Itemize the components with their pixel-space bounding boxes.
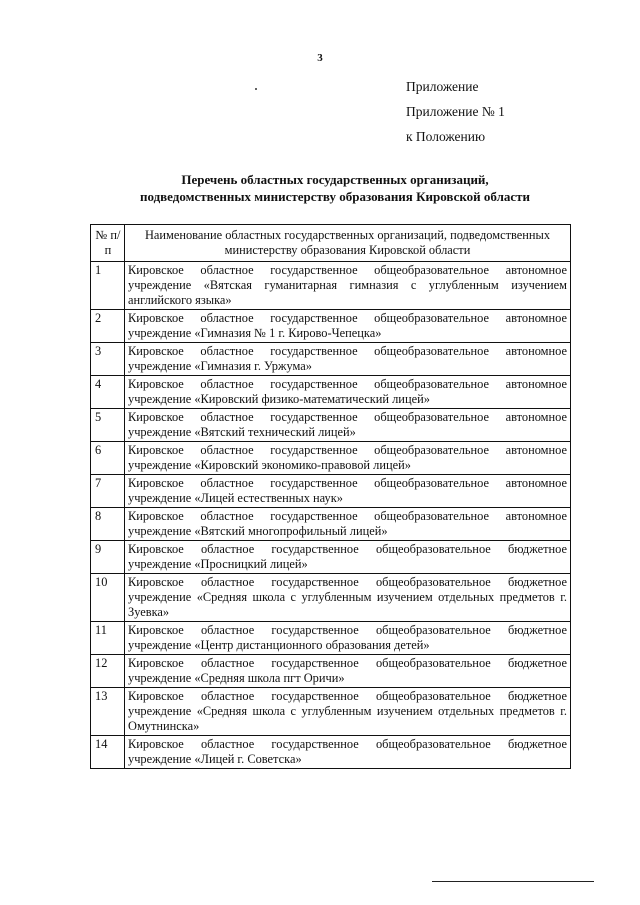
table-row bbox=[91, 688, 571, 736]
table-row bbox=[91, 310, 571, 343]
table-row bbox=[91, 409, 571, 442]
table-body bbox=[91, 262, 571, 769]
table-row bbox=[91, 736, 571, 769]
row-number: 3 bbox=[91, 343, 125, 376]
title-line-2: подведомственных министерству образования Кировской области bbox=[139, 189, 531, 204]
organization-name: Кировское областное государственное общеобразовательное бюджетное учреждение «Средняя школа с углубленным изучением отдельных предметов г. Омутнинска» bbox=[125, 688, 571, 736]
appendix-header bbox=[406, 74, 505, 149]
organization-name: Кировское областное государственное общеобразовательное автономное учреждение «Вятский многопрофильный лицей» bbox=[125, 508, 571, 541]
table-row bbox=[91, 376, 571, 409]
table-row bbox=[91, 508, 571, 541]
page-number: 3 bbox=[317, 52, 323, 64]
row-number: 5 bbox=[91, 409, 125, 442]
organization-name: Кировское областное государственное общеобразовательное автономное учреждение «Вятская гуманитарная гимназия с углубленным изучением английского языка» bbox=[125, 262, 571, 310]
organization-name: Кировское областное государственное общеобразовательное автономное учреждение «Вятский технический лицей» bbox=[125, 409, 571, 442]
row-number: 1 bbox=[91, 262, 125, 310]
row-number: 14 bbox=[91, 736, 125, 769]
table-row bbox=[91, 541, 571, 574]
table-row bbox=[91, 442, 571, 475]
row-number: 9 bbox=[91, 541, 125, 574]
row-number: 2 bbox=[91, 310, 125, 343]
title-line-1: Перечень областных государственных организаций, bbox=[181, 172, 489, 187]
organization-name: Кировское областное государственное общеобразовательное автономное учреждение «Гимназия № 1 г. Кирово-Чепецка» bbox=[125, 310, 571, 343]
row-number: 11 bbox=[91, 622, 125, 655]
organization-name: Кировское областное государственное общеобразовательное автономное учреждение «Гимназия г. Уржума» bbox=[125, 343, 571, 376]
header-number: № п/п bbox=[91, 225, 125, 262]
table-row bbox=[91, 655, 571, 688]
table-row bbox=[91, 262, 571, 310]
organization-name: Кировское областное государственное общеобразовательное бюджетное учреждение «Лицей г. Советска» bbox=[125, 736, 571, 769]
signature-line bbox=[432, 881, 594, 882]
organization-name: Кировское областное государственное общеобразовательное бюджетное учреждение «Средняя школа с углубленным изучением отдельных предметов г. Зуевка» bbox=[125, 574, 571, 622]
header-name: Наименование областных государственных организаций, подведомственных министерству образования Кировской области bbox=[125, 225, 571, 262]
scan-speck bbox=[255, 88, 257, 90]
row-number: 7 bbox=[91, 475, 125, 508]
row-number: 12 bbox=[91, 655, 125, 688]
row-number: 13 bbox=[91, 688, 125, 736]
document-title bbox=[100, 171, 570, 205]
organization-name: Кировское областное государственное общеобразовательное автономное учреждение «Кировский физико-математический лицей» bbox=[125, 376, 571, 409]
row-number: 6 bbox=[91, 442, 125, 475]
organization-name: Кировское областное государственное общеобразовательное бюджетное учреждение «Центр дистанционного образования детей» bbox=[125, 622, 571, 655]
row-number: 8 bbox=[91, 508, 125, 541]
table-row bbox=[91, 475, 571, 508]
organization-name: Кировское областное государственное общеобразовательное бюджетное учреждение «Средняя школа пгт Оричи» bbox=[125, 655, 571, 688]
table-header-row bbox=[91, 225, 571, 262]
table-row bbox=[91, 574, 571, 622]
table-row bbox=[91, 622, 571, 655]
appendix-line-3: к Положению bbox=[406, 129, 486, 144]
row-number: 10 bbox=[91, 574, 125, 622]
appendix-line-2: Приложение № 1 bbox=[406, 104, 505, 119]
table-row bbox=[91, 343, 571, 376]
row-number: 4 bbox=[91, 376, 125, 409]
appendix-line-1: Приложение bbox=[406, 79, 479, 94]
organization-name: Кировское областное государственное общеобразовательное автономное учреждение «Кировский экономико-правовой лицей» bbox=[125, 442, 571, 475]
organizations-table bbox=[90, 224, 571, 769]
organization-name: Кировское областное государственное общеобразовательное автономное учреждение «Лицей естественных наук» bbox=[125, 475, 571, 508]
organization-name: Кировское областное государственное общеобразовательное бюджетное учреждение «Просницкий лицей» bbox=[125, 541, 571, 574]
